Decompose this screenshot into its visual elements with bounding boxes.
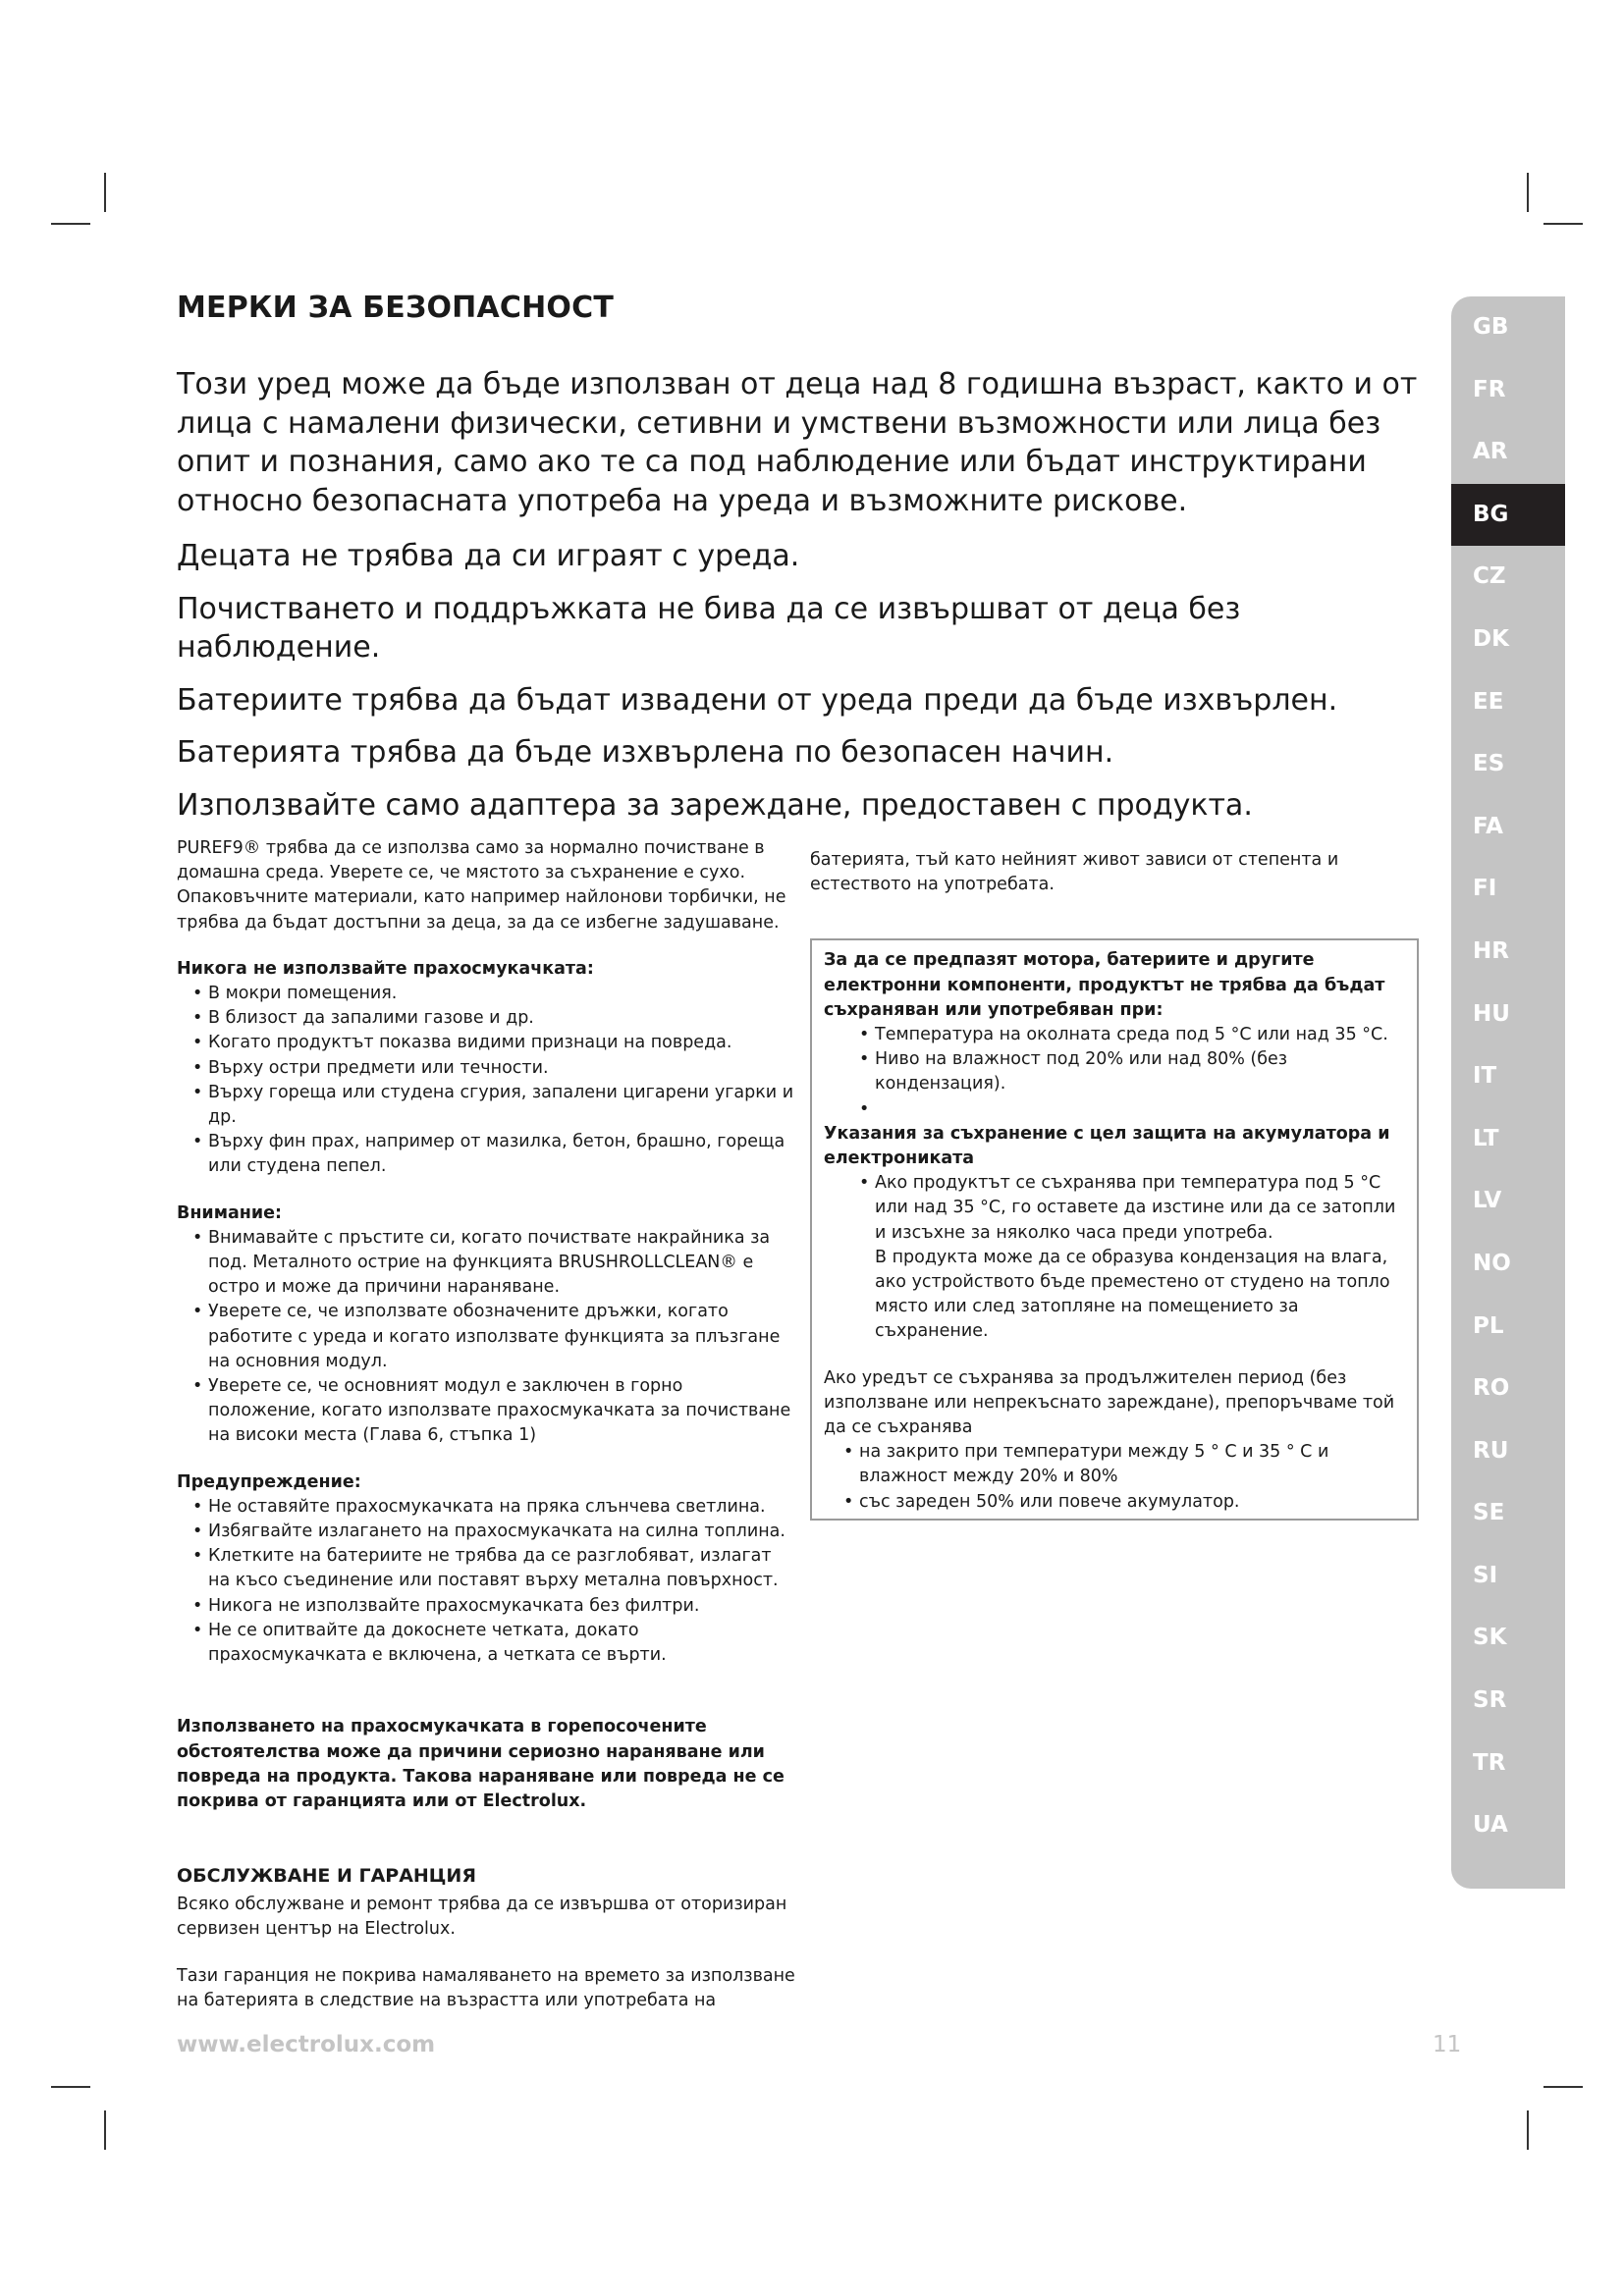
language-tab-fa[interactable]: FA	[1473, 813, 1503, 839]
language-tab-hu[interactable]: HU	[1473, 1000, 1510, 1027]
condensation-note: В продукта може да се образува кондензация на влага, ако устройството бъде преместено от студено на топло място или след затопляне на помещението за съхранение.	[875, 1247, 1390, 1342]
language-tabs	[1451, 296, 1565, 1889]
intro-paragraph: Този уред може да бъде използван от деца над 8 годишна възраст, както и от лица с намалени физически, сетивни и умствени възможности или лица без опит и познания, само ако те са под наблюдение или бъдат инструктирани относно безопасната употреба на уреда и възможните рискове.	[177, 367, 1418, 518]
crop-mark	[51, 223, 90, 225]
attention-list	[177, 1226, 795, 1449]
language-tab-fi[interactable]: FI	[1473, 876, 1497, 902]
list-item: • Върху гореща или студена сгурия, запалени цигарени угарки и др.	[177, 1081, 795, 1130]
language-tab-hr[interactable]: HR	[1473, 937, 1509, 964]
warning-list	[177, 1495, 795, 1668]
long-storage-list	[808, 1440, 1405, 1515]
crop-mark	[1543, 223, 1583, 225]
language-tab-gb[interactable]: GB	[1473, 314, 1509, 340]
list-item: • В близост да запалими газове и др.	[177, 1006, 795, 1031]
conditions-list	[824, 1023, 1405, 1122]
list-item: • Върху остри предмети или течности.	[177, 1056, 795, 1081]
list-item: • със зареден 50% или повече акумулатор.	[808, 1490, 1405, 1515]
storage-list	[824, 1171, 1405, 1246]
storage-info-box	[810, 938, 1419, 1520]
list-item	[824, 1097, 1405, 1122]
language-tab-no[interactable]: NO	[1473, 1250, 1511, 1276]
list-item: • Когато продуктът показва видими признаци на повреда.	[177, 1031, 795, 1055]
crop-mark	[1527, 2110, 1529, 2150]
list-item: • Не оставяйте прахосмукачката на пряка слънчева светлина.	[177, 1495, 795, 1520]
list-item: • Температура на околната среда под 5 °C или над 35 °C.	[824, 1023, 1405, 1047]
list-item: • Ако продуктът се съхранява при температура под 5 °C или над 35 °C, го оставете да изстине или да се затопли и изсъхне за няколко часа преди употреба.	[824, 1171, 1405, 1246]
page-title: МЕРКИ ЗА БЕЗОПАСНОСТ	[177, 291, 614, 325]
language-tab-ee[interactable]: EE	[1473, 688, 1504, 715]
list-item: • Внимавайте с пръстите си, когато почиствате накрайника за под. Металното острие на функцията BRUSHROLLCLEAN® е остро и може да причини нараняване.	[177, 1226, 795, 1301]
crop-mark	[1527, 173, 1529, 212]
language-tab-lv[interactable]: LV	[1473, 1188, 1502, 1214]
service-paragraph: Всяко обслужване и ремонт трябва да се извършва от оторизиран сервизен център на Electrolux.	[177, 1895, 787, 1940]
language-tab-bg[interactable]: BG	[1451, 484, 1565, 547]
language-tab-sk[interactable]: SK	[1473, 1625, 1507, 1651]
language-tab-it[interactable]: IT	[1473, 1063, 1497, 1090]
language-tab-cz[interactable]: CZ	[1473, 563, 1506, 590]
language-tab-lt[interactable]: LT	[1473, 1125, 1499, 1151]
language-tab-ar[interactable]: AR	[1473, 439, 1508, 465]
intro-paragraph: Почистването и поддръжката не бива да се извършват от деца без наблюдение.	[177, 591, 1241, 665]
list-item: • на закрито при температури между 5 ° C и 35 ° C и влажност между 20% и 80%	[808, 1440, 1405, 1489]
intro-warnings	[177, 365, 1424, 838]
crop-mark	[104, 2110, 106, 2150]
list-item: • Уверете се, че използвате обозначените дръжки, когато работите с уреда и когато използвате функцията за плъзгане на основния модул.	[177, 1300, 795, 1374]
intro-paragraph: Децата не трябва да си играят с уреда.	[177, 539, 800, 573]
continued-paragraph: батерията, тъй като нейният живот зависи от степента и естеството на употребата.	[810, 850, 1339, 895]
footer-url: www.electrolux.com	[177, 2032, 436, 2057]
never-heading: Никога не използвайте прахосмукачката:	[177, 958, 594, 979]
service-paragraph: Тази гаранция не покрива намаляването на времето за използване на батерията в следствие на възрастта или употребата на	[177, 1965, 795, 2010]
language-tab-es[interactable]: ES	[1473, 751, 1505, 777]
crop-mark	[51, 2086, 90, 2088]
list-item: • Избягвайте излагането на прахосмукачката на силна топлина.	[177, 1520, 795, 1544]
language-tab-tr[interactable]: TR	[1473, 1749, 1506, 1776]
language-tab-si[interactable]: SI	[1473, 1562, 1498, 1588]
language-tab-ro[interactable]: RO	[1473, 1375, 1510, 1402]
language-tab-dk[interactable]: DK	[1473, 625, 1509, 652]
bold-warning-note: Използването на прахосмукачката в горепосочените обстоятелства може да причини сериозно нараняване или повреда на продукта. Такова нараняване или повреда не се покрива от гаранцията или от Electrolux.	[177, 1717, 785, 1811]
warning-heading: Предупреждение:	[177, 1471, 361, 1492]
list-item: • Клетките на батериите не трябва да се разглобяват, излагат на късо съединение или поставят върху метална повърхност.	[177, 1544, 795, 1593]
list-item: • Не се опитвайте да докоснете четката, докато прахосмукачката е включена, а четката се върти.	[177, 1619, 795, 1668]
language-tab-ua[interactable]: UA	[1473, 1812, 1508, 1839]
never-list	[177, 982, 795, 1180]
list-item: • Никога не използвайте прахосмукачката без филтри.	[177, 1594, 795, 1619]
page-number: 11	[1433, 2032, 1462, 2057]
attention-heading: Внимание:	[177, 1202, 283, 1223]
language-tab-pl[interactable]: PL	[1473, 1312, 1504, 1339]
language-tab-sr[interactable]: SR	[1473, 1687, 1507, 1714]
intro-paragraph: Използвайте само адаптера за зареждане, предоставен с продукта.	[177, 787, 1253, 823]
box-heading: Указания за съхранение с цел защита на акумулатора и електрониката	[824, 1123, 1390, 1169]
list-item: • Уверете се, че основният модул е заключен в горно положение, когато използвате прахосмукачката за почистване на високи места (Глава 6, стъпка 1)	[177, 1374, 795, 1449]
list-item: • В мокри помещения.	[177, 982, 795, 1006]
list-item: • Ниво на влажност под 20% или над 80% (без кондензация).	[824, 1047, 1405, 1096]
intro-paragraph: Батериите трябва да бъдат извадени от уреда преди да бъде изхвърлен.	[177, 682, 1338, 718]
intro-paragraph: Батерията трябва да бъде изхвърлена по безопасен начин.	[177, 735, 1114, 770]
usage-paragraph: PUREF9® трябва да се използва само за нормално почистване в домашна среда. Уверете се, че мястото за съхранение е сухо. Опаковъчните материали, като например найлонови торбички, не трябва да бъдат достъпни за деца, за да се избегне задушаване.	[177, 838, 786, 933]
service-heading: ОБСЛУЖВАНЕ И ГАРАНЦИЯ	[177, 1865, 476, 1888]
left-column	[177, 836, 795, 2013]
long-storage-paragraph: Ако уредът се съхранява за продължителен период (без използване или непрекъснато зареждане), препоръчваме той да се съхранява	[824, 1367, 1395, 1438]
language-tab-ru[interactable]: RU	[1473, 1437, 1509, 1464]
box-heading: За да се предпазят мотора, батериите и другите електронни компоненти, продуктът не трябва да бъдат съхраняван или употребяван при:	[824, 950, 1385, 1020]
right-column	[810, 848, 1419, 1521]
crop-mark	[104, 173, 106, 212]
list-item: • Върху фин прах, например от мазилка, бетон, брашно, гореща или студена пепел.	[177, 1130, 795, 1179]
language-tab-se[interactable]: SE	[1473, 1500, 1505, 1526]
crop-mark	[1543, 2086, 1583, 2088]
language-tab-fr[interactable]: FR	[1473, 376, 1506, 402]
